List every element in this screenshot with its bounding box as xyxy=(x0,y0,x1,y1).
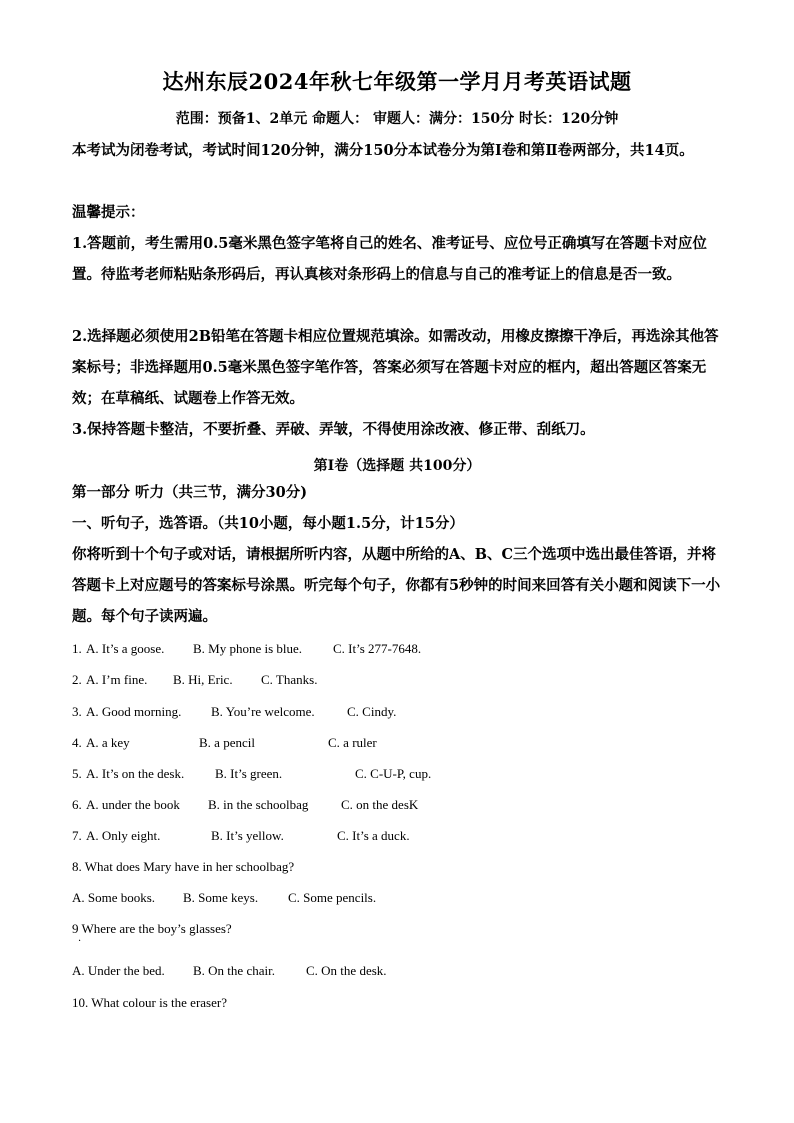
option-a: A. Some books. xyxy=(72,890,156,905)
question-stem: 8. What does Mary have in her schoolbag? xyxy=(72,859,295,874)
section-heading: 一、听句子，选答语。（共10小题，每小题1.5分，计15分） xyxy=(72,515,464,532)
option-a: A. Only eight. xyxy=(86,828,161,843)
notice-item-2: 2.选择题必须使用2B铅笔在答题卡相应位置规范填涂。如需改动，用橡皮擦擦干净后，再选涂其他答案标号；非选择题用0.5毫米黑色签字笔作答，答案必须写在答题卡对应的框内，超出答题区答案无效；在草稿纸、试题卷上作答无效。 xyxy=(72,328,719,407)
option-b: B. It’s yellow. xyxy=(211,828,284,843)
option-c: C. Cindy. xyxy=(347,704,397,719)
stray-mark: · xyxy=(78,936,82,947)
notice-item-1: 1.答题前，考生需用0.5毫米黑色签字笔将自己的姓名、准考证号、应位号正确填写在答题卡对应位置。待监考老师粘贴条形码后，再认真核对条形码上的信息与自己的准考证上的信息是否一致。 xyxy=(72,235,707,283)
notice-item-3: 3.保持答题卡整洁，不要折叠、弄破、弄皱，不得使用涂改液、修正带、刮纸刀。 xyxy=(72,421,595,438)
option-b: B. My phone is blue. xyxy=(193,641,303,656)
exam-title: 达州东辰2024年秋七年级第一学月月考英语试题 xyxy=(162,69,632,94)
option-a: A. It’s a goose. xyxy=(86,641,165,656)
question-number: 6. xyxy=(72,797,82,812)
section-instructions: 你将听到十个句子或对话，请根据所听内容，从题中所给的A、B、C三个选项中选出最佳答语，并将答题卡上对应题号的答案标号涂黑。听完每个句子，你都有5秒钟的时间来回答有关小题和阅读下一小题。每个句子读两遍。 xyxy=(72,546,721,625)
question-row xyxy=(72,797,82,813)
question-row xyxy=(72,828,82,844)
option-b: B. Some keys. xyxy=(183,890,259,905)
question-number: 3. xyxy=(72,704,82,719)
question-stem: 10. What colour is the eraser? xyxy=(72,995,227,1010)
option-a: A. under the book xyxy=(86,797,180,812)
option-a: A. Under the bed. xyxy=(72,963,165,978)
option-c: C. Thanks. xyxy=(261,672,318,687)
option-a: A. It’s on the desk. xyxy=(86,766,185,781)
question-row xyxy=(72,766,82,782)
question-number: 2. xyxy=(72,672,82,687)
option-c: C. a ruler xyxy=(328,735,377,750)
option-c: C. Some pencils. xyxy=(288,890,377,905)
option-b: B. On the chair. xyxy=(193,963,275,978)
exam-subtitle: 范围：预备1、2单元 命题人： 审题人：满分：150分 时长：120分钟 xyxy=(175,111,619,127)
option-a: A. I’m fine. xyxy=(86,672,148,687)
option-b: B. in the schoolbag xyxy=(208,797,309,812)
option-a: A. a key xyxy=(86,735,130,750)
question-row xyxy=(72,735,82,751)
intro-paragraph: 本考试为闭卷考试，考试时间120分钟，满分150分本试卷分为第Ⅰ卷和第Ⅱ卷两部分，共14页。 xyxy=(72,142,694,159)
option-b: B. You’re welcome. xyxy=(211,704,315,719)
question-row xyxy=(72,704,82,720)
option-c: C. It’s a duck. xyxy=(337,828,410,843)
option-a: A. Good morning. xyxy=(86,704,182,719)
part-heading: 第一部分 听力（共三节，满分30分) xyxy=(72,484,308,501)
option-c: C. C-U-P, cup. xyxy=(355,766,432,781)
question-row xyxy=(72,672,82,688)
volume-heading: 第Ⅰ卷（选择题 共100分） xyxy=(313,458,481,474)
option-c: C. On the desk. xyxy=(306,963,387,978)
question-number: 1. xyxy=(72,641,82,656)
option-c: C. It’s 277-7648. xyxy=(333,641,422,656)
question-number: 7. xyxy=(72,828,82,843)
notice-title: 温馨提示： xyxy=(72,204,145,221)
question-number: 5. xyxy=(72,766,82,781)
option-b: B. Hi, Eric. xyxy=(173,672,233,687)
option-b: B. a pencil xyxy=(199,735,255,750)
question-number: 4. xyxy=(72,735,82,750)
option-c: C. on the desK xyxy=(341,797,419,812)
question-row xyxy=(72,641,82,657)
question-stem: 9 Where are the boy’s glasses? xyxy=(72,921,232,936)
option-b: B. It’s green. xyxy=(215,766,283,781)
